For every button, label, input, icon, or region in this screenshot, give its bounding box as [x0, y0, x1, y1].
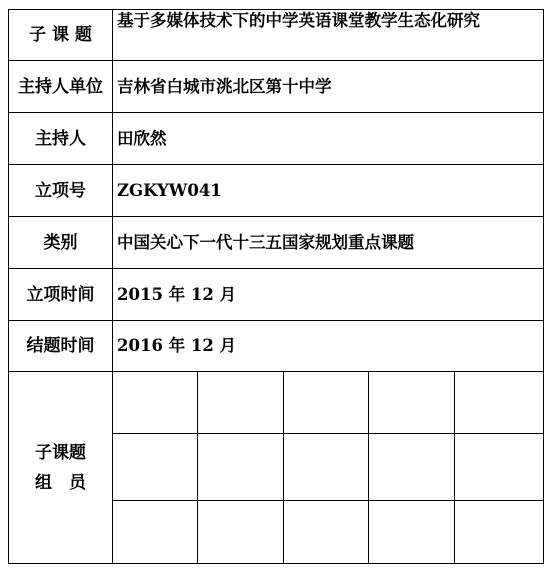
- label-host-unit: 主持人单位: [9, 61, 113, 112]
- value-start-date: 2015 年 12 月: [117, 284, 237, 304]
- member-cell: [284, 501, 369, 563]
- label-host: 主持人: [9, 113, 113, 164]
- member-cell: [455, 434, 543, 501]
- member-cell: [369, 501, 455, 563]
- label-end-date: 结题时间: [9, 321, 113, 371]
- row-host-unit: [9, 61, 543, 113]
- member-cell: [198, 434, 284, 501]
- value-subproject: 基于多媒体技术下的中学英语课堂教学生态化研究: [117, 11, 480, 30]
- row-project-number: [9, 165, 543, 217]
- value-end-date: 2016 年 12 月: [117, 336, 237, 355]
- member-cell: [284, 434, 369, 501]
- value-host-unit: 吉林省白城市洮北区第十中学: [117, 76, 332, 96]
- member-cell: [113, 372, 198, 434]
- value-host: 田欣然: [117, 128, 167, 148]
- value-category: 中国关心下一代十三五国家规划重点课题: [117, 232, 414, 252]
- value-project-number: ZGKYW041: [117, 180, 222, 200]
- member-cell: [198, 501, 284, 563]
- row-host: [9, 113, 543, 165]
- member-cell: [369, 372, 455, 434]
- label-subproject: 子 课 题: [9, 10, 113, 60]
- member-cell: [113, 501, 198, 563]
- member-cell: [198, 372, 284, 434]
- label-start-date: 立项时间: [9, 269, 113, 320]
- label-project-number: 立项号: [9, 165, 113, 216]
- member-cell: [113, 434, 198, 501]
- member-cell: [369, 434, 455, 501]
- member-cell: [455, 372, 543, 434]
- row-start-date: [9, 269, 543, 321]
- label-category: 类别: [9, 217, 113, 268]
- row-end-date: [9, 321, 543, 372]
- row-subproject: [9, 10, 543, 61]
- label-members-line2: 组 员: [35, 472, 86, 493]
- row-category: [9, 217, 543, 269]
- members-grid: [113, 372, 543, 563]
- members-section: [9, 372, 543, 563]
- label-members-line1: 子课题: [35, 442, 86, 463]
- member-cell: [455, 501, 543, 563]
- project-info-form: [8, 9, 544, 564]
- member-cell: [284, 372, 369, 434]
- label-members: [9, 372, 113, 563]
